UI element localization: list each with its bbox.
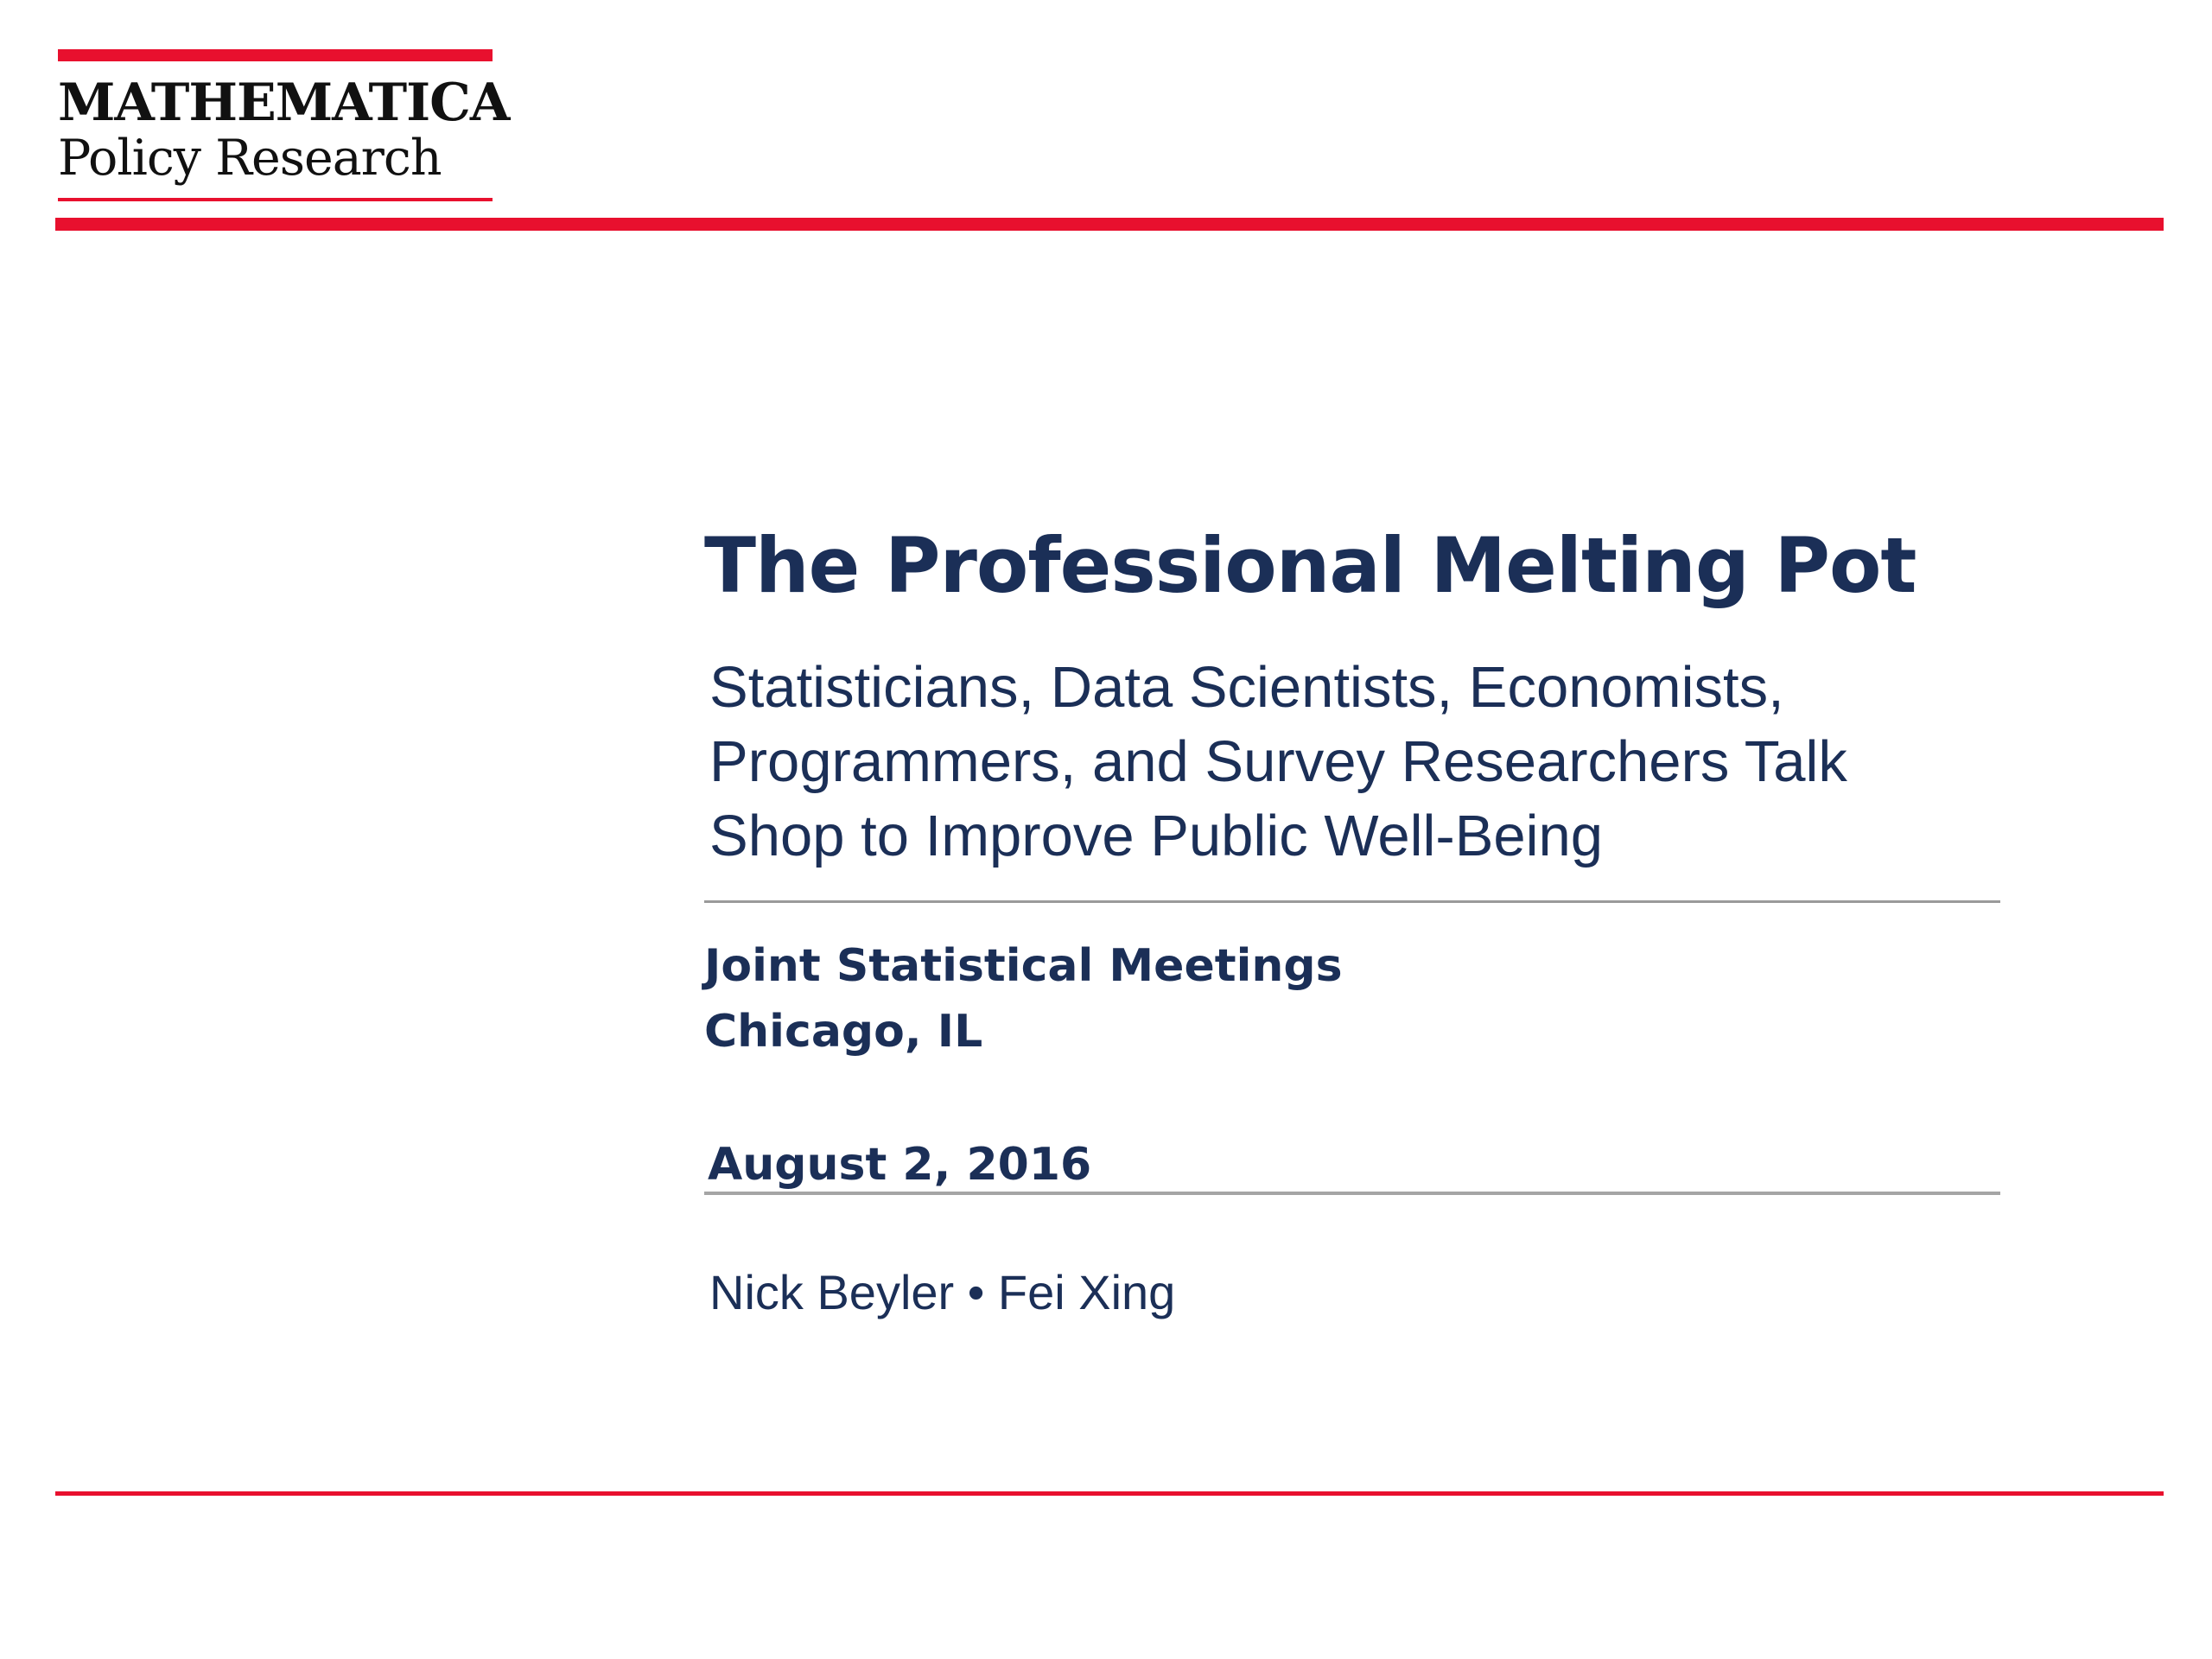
authors: Nick Beyler • Fei Xing [709,1265,1176,1319]
logo-wordmark-mathematica: MATHEMATICA [58,73,510,133]
logo-bottom-bar [58,198,493,201]
event-block [704,933,1343,1065]
event-location: Chicago, IL [704,1006,983,1058]
event-name: Joint Statistical Meetings [704,940,1343,992]
logo-top-bar [58,49,493,61]
divider-rule-upper [704,900,2000,903]
header-red-rule [55,218,2164,231]
subtitle-line-2: Programmers, and Survey Researchers Talk [709,729,1847,794]
presentation-date: August 2, 2016 [708,1139,1092,1191]
footer-red-rule [55,1491,2164,1496]
subtitle-line-3: Shop to Improve Public Well-Being [709,804,1604,868]
divider-rule-lower [704,1192,2000,1195]
slide-subtitle [709,651,1988,874]
logo-wordmark-policy-research: Policy Research [58,130,442,187]
subtitle-line-1: Statisticians, Data Scientists, Economists, [709,655,1784,720]
mathematica-logo [58,49,510,201]
slide-title: The Professional Melting Pot [704,521,1916,610]
